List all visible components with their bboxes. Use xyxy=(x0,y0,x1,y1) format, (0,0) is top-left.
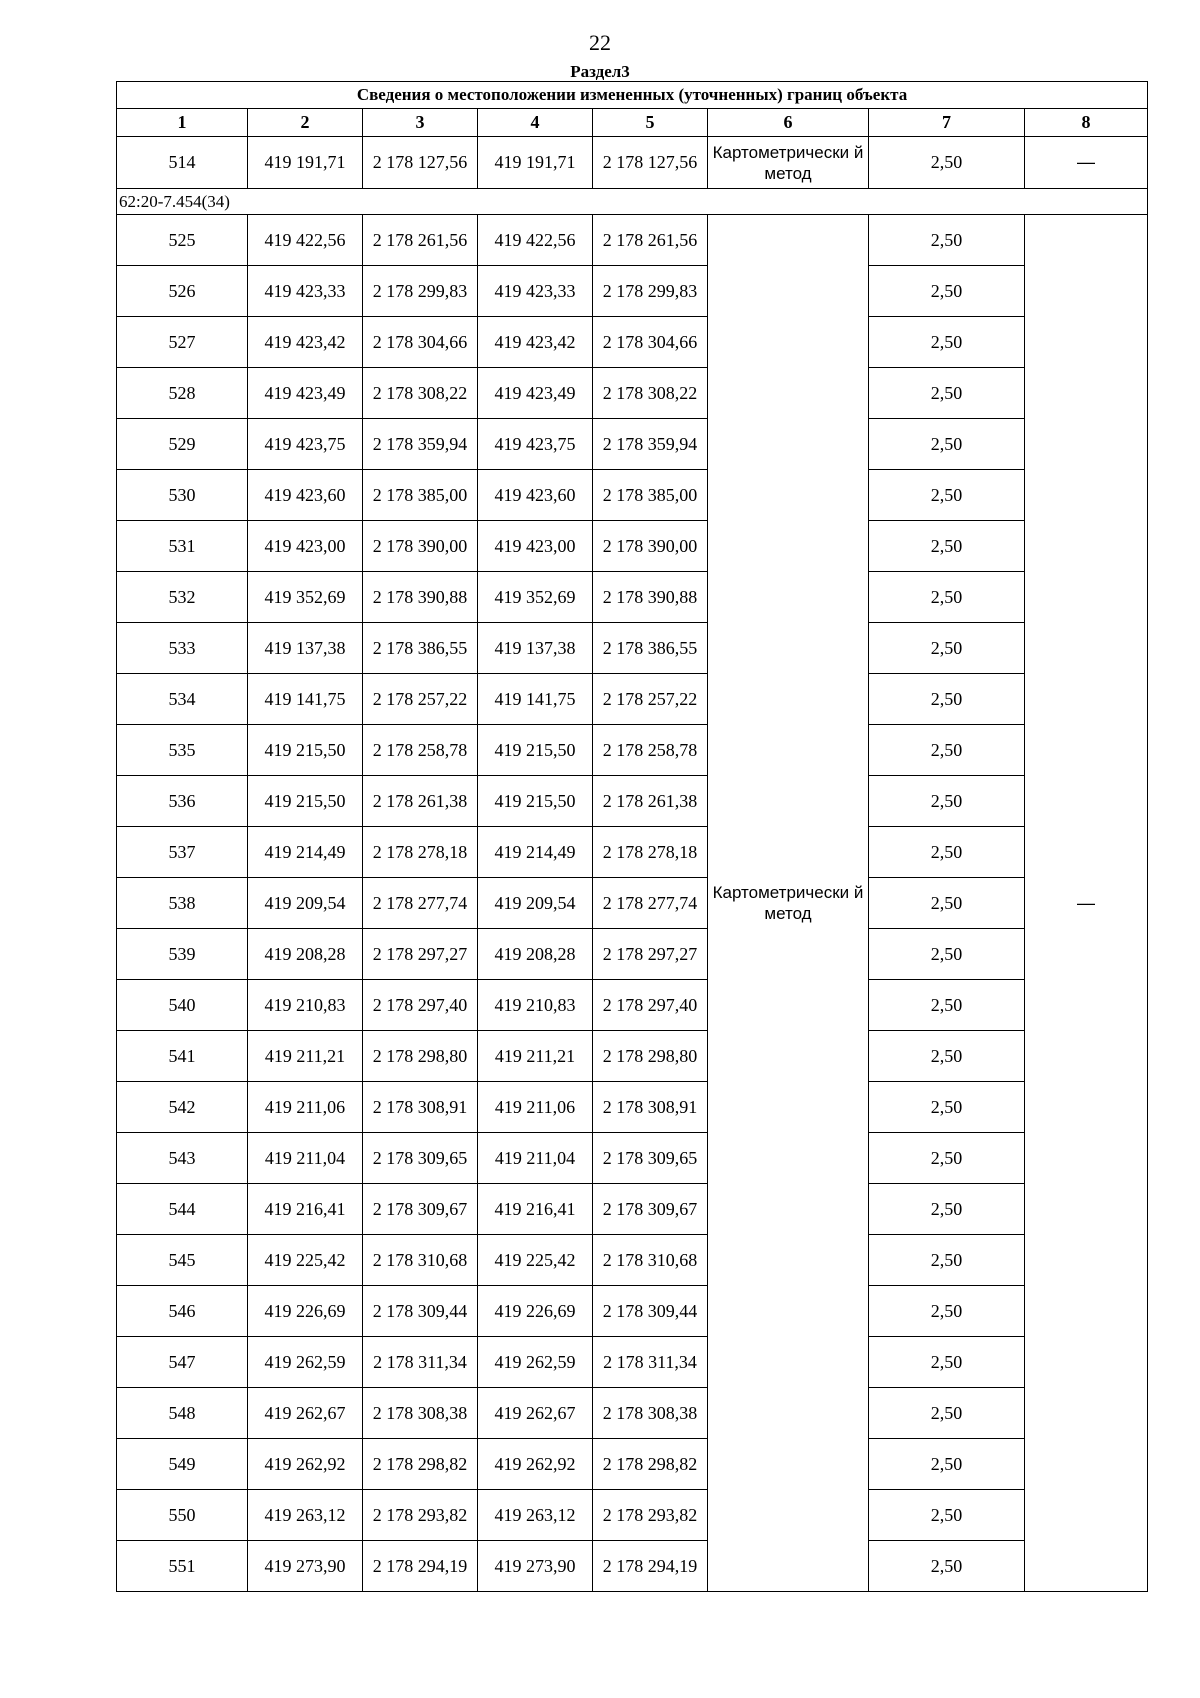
x-old-cell: 419 262,59 xyxy=(248,1337,363,1388)
accuracy-cell: 2,50 xyxy=(869,266,1025,317)
x-old-cell: 419 423,49 xyxy=(248,368,363,419)
y-old-cell: 2 178 308,22 xyxy=(363,368,478,419)
table-row xyxy=(117,1337,1148,1388)
y-new-cell: 2 178 309,44 xyxy=(593,1286,708,1337)
x-old-cell: 419 141,75 xyxy=(248,674,363,725)
table-row xyxy=(117,776,1148,827)
y-old-cell: 2 178 311,34 xyxy=(363,1337,478,1388)
table-row xyxy=(117,470,1148,521)
group-label: 62:20-7.454(34) xyxy=(117,189,1148,215)
y-old-cell: 2 178 297,40 xyxy=(363,980,478,1031)
y-new-cell: 2 178 261,38 xyxy=(593,776,708,827)
point-number-cell: 550 xyxy=(117,1490,248,1541)
x-old-cell: 419 216,41 xyxy=(248,1184,363,1235)
y-old-cell: 2 178 304,66 xyxy=(363,317,478,368)
y-new-cell: 2 178 390,00 xyxy=(593,521,708,572)
y-new-cell: 2 178 297,40 xyxy=(593,980,708,1031)
y-old-cell: 2 178 261,56 xyxy=(363,215,478,266)
point-number-cell: 526 xyxy=(117,266,248,317)
y-new-cell: 2 178 311,34 xyxy=(593,1337,708,1388)
accuracy-cell: 2,50 xyxy=(869,572,1025,623)
point-number-cell: 544 xyxy=(117,1184,248,1235)
column-number: 8 xyxy=(1025,109,1148,137)
method-cell: Картометрически й метод xyxy=(708,137,869,189)
y-old-cell: 2 178 308,91 xyxy=(363,1082,478,1133)
y-old-cell: 2 178 294,19 xyxy=(363,1541,478,1592)
x-new-cell: 419 422,56 xyxy=(478,215,593,266)
accuracy-cell: 2,50 xyxy=(869,521,1025,572)
point-number-cell: 546 xyxy=(117,1286,248,1337)
point-number-cell: 540 xyxy=(117,980,248,1031)
point-number-cell: 548 xyxy=(117,1388,248,1439)
y-old-cell: 2 178 386,55 xyxy=(363,623,478,674)
point-number-cell: 539 xyxy=(117,929,248,980)
accuracy-cell: 2,50 xyxy=(869,674,1025,725)
table-row xyxy=(117,623,1148,674)
x-new-cell: 419 215,50 xyxy=(478,776,593,827)
x-old-cell: 419 211,21 xyxy=(248,1031,363,1082)
x-old-cell: 419 208,28 xyxy=(248,929,363,980)
point-number-cell: 525 xyxy=(117,215,248,266)
point-number-cell: 547 xyxy=(117,1337,248,1388)
x-new-cell: 419 210,83 xyxy=(478,980,593,1031)
accuracy-cell: 2,50 xyxy=(869,1541,1025,1592)
x-new-cell: 419 215,50 xyxy=(478,725,593,776)
table-row xyxy=(117,266,1148,317)
y-old-cell: 2 178 385,00 xyxy=(363,470,478,521)
accuracy-cell: 2,50 xyxy=(869,215,1025,266)
table-row xyxy=(117,1082,1148,1133)
accuracy-cell: 2,50 xyxy=(869,1388,1025,1439)
column-number: 4 xyxy=(478,109,593,137)
x-old-cell: 419 226,69 xyxy=(248,1286,363,1337)
point-number-cell: 537 xyxy=(117,827,248,878)
point-number-cell: 535 xyxy=(117,725,248,776)
y-old-cell: 2 178 390,00 xyxy=(363,521,478,572)
accuracy-cell: 2,50 xyxy=(869,1337,1025,1388)
table-row xyxy=(117,827,1148,878)
y-old-cell: 2 178 359,94 xyxy=(363,419,478,470)
accuracy-cell: 2,50 xyxy=(869,929,1025,980)
table-row xyxy=(117,1541,1148,1592)
x-old-cell: 419 423,00 xyxy=(248,521,363,572)
accuracy-cell: 2,50 xyxy=(869,368,1025,419)
table-row xyxy=(117,980,1148,1031)
table-row xyxy=(117,1235,1148,1286)
accuracy-cell: 2,50 xyxy=(869,317,1025,368)
note-cell: — xyxy=(1025,215,1148,1592)
y-old-cell: 2 178 308,38 xyxy=(363,1388,478,1439)
y-old-cell: 2 178 277,74 xyxy=(363,878,478,929)
point-number-cell: 532 xyxy=(117,572,248,623)
x-new-cell: 419 141,75 xyxy=(478,674,593,725)
x-new-cell: 419 263,12 xyxy=(478,1490,593,1541)
table-row xyxy=(117,674,1148,725)
y-new-cell: 2 178 293,82 xyxy=(593,1490,708,1541)
table-row xyxy=(117,725,1148,776)
note-cell: — xyxy=(1025,137,1148,189)
x-old-cell: 419 423,42 xyxy=(248,317,363,368)
table-row xyxy=(117,368,1148,419)
table-row xyxy=(117,1031,1148,1082)
y-old-cell: 2 178 258,78 xyxy=(363,725,478,776)
point-number-cell: 533 xyxy=(117,623,248,674)
x-old-cell: 419 211,06 xyxy=(248,1082,363,1133)
y-old-cell: 2 178 299,83 xyxy=(363,266,478,317)
accuracy-cell: 2,50 xyxy=(869,1133,1025,1184)
column-number: 1 xyxy=(117,109,248,137)
accuracy-cell: 2,50 xyxy=(869,1286,1025,1337)
x-old-cell: 419 262,67 xyxy=(248,1388,363,1439)
point-number-cell: 534 xyxy=(117,674,248,725)
accuracy-cell: 2,50 xyxy=(869,1184,1025,1235)
table-row xyxy=(117,1133,1148,1184)
table-row xyxy=(117,215,1148,266)
y-old-cell: 2 178 298,82 xyxy=(363,1439,478,1490)
y-old-cell: 2 178 293,82 xyxy=(363,1490,478,1541)
x-new-cell: 419 423,33 xyxy=(478,266,593,317)
x-old-cell: 419 211,04 xyxy=(248,1133,363,1184)
accuracy-cell: 2,50 xyxy=(869,878,1025,929)
x-new-cell: 419 273,90 xyxy=(478,1541,593,1592)
table-row xyxy=(117,137,1148,189)
x-old-cell: 419 423,33 xyxy=(248,266,363,317)
y-new-cell: 2 178 257,22 xyxy=(593,674,708,725)
y-new-cell: 2 178 299,83 xyxy=(593,266,708,317)
x-old-cell: 419 215,50 xyxy=(248,776,363,827)
point-number-cell: 514 xyxy=(117,137,248,189)
accuracy-cell: 2,50 xyxy=(869,725,1025,776)
point-number-cell: 541 xyxy=(117,1031,248,1082)
point-number-cell: 529 xyxy=(117,419,248,470)
page-number: 22 xyxy=(589,30,611,55)
x-old-cell: 419 422,56 xyxy=(248,215,363,266)
table-row xyxy=(117,1286,1148,1337)
table-title: Сведения о местоположении измененных (уточненных) границ объекта xyxy=(117,82,1148,109)
x-new-cell: 419 216,41 xyxy=(478,1184,593,1235)
point-number-cell: 531 xyxy=(117,521,248,572)
x-old-cell: 419 263,12 xyxy=(248,1490,363,1541)
y-old-cell: 2 178 127,56 xyxy=(363,137,478,189)
y-new-cell: 2 178 385,00 xyxy=(593,470,708,521)
y-new-cell: 2 178 386,55 xyxy=(593,623,708,674)
y-old-cell: 2 178 297,27 xyxy=(363,929,478,980)
x-new-cell: 419 214,49 xyxy=(478,827,593,878)
table-row xyxy=(117,572,1148,623)
y-new-cell: 2 178 309,65 xyxy=(593,1133,708,1184)
table-title-row xyxy=(117,82,1148,109)
accuracy-cell: 2,50 xyxy=(869,1031,1025,1082)
y-old-cell: 2 178 309,65 xyxy=(363,1133,478,1184)
column-number-row xyxy=(117,109,1148,137)
x-old-cell: 419 191,71 xyxy=(248,137,363,189)
x-old-cell: 419 137,38 xyxy=(248,623,363,674)
boundary-coordinates-table xyxy=(116,81,1148,1592)
x-new-cell: 419 352,69 xyxy=(478,572,593,623)
point-number-cell: 527 xyxy=(117,317,248,368)
y-new-cell: 2 178 277,74 xyxy=(593,878,708,929)
y-new-cell: 2 178 127,56 xyxy=(593,137,708,189)
y-new-cell: 2 178 309,67 xyxy=(593,1184,708,1235)
point-number-cell: 545 xyxy=(117,1235,248,1286)
x-old-cell: 419 423,60 xyxy=(248,470,363,521)
x-old-cell: 419 352,69 xyxy=(248,572,363,623)
y-new-cell: 2 178 297,27 xyxy=(593,929,708,980)
x-new-cell: 419 137,38 xyxy=(478,623,593,674)
point-number-cell: 528 xyxy=(117,368,248,419)
y-new-cell: 2 178 261,56 xyxy=(593,215,708,266)
table-row xyxy=(117,1388,1148,1439)
x-old-cell: 419 210,83 xyxy=(248,980,363,1031)
y-old-cell: 2 178 309,44 xyxy=(363,1286,478,1337)
table-row xyxy=(117,1439,1148,1490)
accuracy-cell: 2,50 xyxy=(869,827,1025,878)
x-new-cell: 419 262,59 xyxy=(478,1337,593,1388)
accuracy-cell: 2,50 xyxy=(869,776,1025,827)
x-new-cell: 419 211,21 xyxy=(478,1031,593,1082)
accuracy-cell: 2,50 xyxy=(869,1235,1025,1286)
point-number-cell: 542 xyxy=(117,1082,248,1133)
accuracy-cell: 2,50 xyxy=(869,1439,1025,1490)
section-label: Раздел3 xyxy=(570,62,630,81)
point-number-cell: 551 xyxy=(117,1541,248,1592)
x-new-cell: 419 262,92 xyxy=(478,1439,593,1490)
y-new-cell: 2 178 298,82 xyxy=(593,1439,708,1490)
accuracy-cell: 2,50 xyxy=(869,419,1025,470)
x-old-cell: 419 214,49 xyxy=(248,827,363,878)
y-old-cell: 2 178 261,38 xyxy=(363,776,478,827)
x-new-cell: 419 423,60 xyxy=(478,470,593,521)
x-old-cell: 419 262,92 xyxy=(248,1439,363,1490)
point-number-cell: 536 xyxy=(117,776,248,827)
point-number-cell: 538 xyxy=(117,878,248,929)
x-new-cell: 419 208,28 xyxy=(478,929,593,980)
group-row xyxy=(117,189,1148,215)
y-new-cell: 2 178 298,80 xyxy=(593,1031,708,1082)
y-old-cell: 2 178 390,88 xyxy=(363,572,478,623)
method-cell: Картометрически й метод xyxy=(708,215,869,1592)
point-number-cell: 549 xyxy=(117,1439,248,1490)
x-old-cell: 419 423,75 xyxy=(248,419,363,470)
x-new-cell: 419 191,71 xyxy=(478,137,593,189)
x-old-cell: 419 273,90 xyxy=(248,1541,363,1592)
table-row xyxy=(117,419,1148,470)
x-new-cell: 419 211,06 xyxy=(478,1082,593,1133)
y-new-cell: 2 178 310,68 xyxy=(593,1235,708,1286)
x-new-cell: 419 225,42 xyxy=(478,1235,593,1286)
column-number: 7 xyxy=(869,109,1025,137)
y-new-cell: 2 178 308,38 xyxy=(593,1388,708,1439)
y-old-cell: 2 178 298,80 xyxy=(363,1031,478,1082)
x-new-cell: 419 423,49 xyxy=(478,368,593,419)
table-row xyxy=(117,1184,1148,1235)
accuracy-cell: 2,50 xyxy=(869,470,1025,521)
table-row xyxy=(117,878,1148,929)
x-old-cell: 419 215,50 xyxy=(248,725,363,776)
table-row xyxy=(117,1490,1148,1541)
y-new-cell: 2 178 308,22 xyxy=(593,368,708,419)
x-new-cell: 419 211,04 xyxy=(478,1133,593,1184)
accuracy-cell: 2,50 xyxy=(869,1490,1025,1541)
y-new-cell: 2 178 258,78 xyxy=(593,725,708,776)
y-new-cell: 2 178 304,66 xyxy=(593,317,708,368)
y-new-cell: 2 178 294,19 xyxy=(593,1541,708,1592)
table-row xyxy=(117,929,1148,980)
x-new-cell: 419 423,75 xyxy=(478,419,593,470)
y-new-cell: 2 178 359,94 xyxy=(593,419,708,470)
x-new-cell: 419 262,67 xyxy=(478,1388,593,1439)
x-old-cell: 419 225,42 xyxy=(248,1235,363,1286)
accuracy-cell: 2,50 xyxy=(869,1082,1025,1133)
y-old-cell: 2 178 278,18 xyxy=(363,827,478,878)
column-number: 6 xyxy=(708,109,869,137)
x-new-cell: 419 423,42 xyxy=(478,317,593,368)
y-old-cell: 2 178 310,68 xyxy=(363,1235,478,1286)
column-number: 3 xyxy=(363,109,478,137)
x-new-cell: 419 423,00 xyxy=(478,521,593,572)
accuracy-cell: 2,50 xyxy=(869,980,1025,1031)
y-new-cell: 2 178 308,91 xyxy=(593,1082,708,1133)
y-old-cell: 2 178 309,67 xyxy=(363,1184,478,1235)
table-row xyxy=(117,317,1148,368)
point-number-cell: 530 xyxy=(117,470,248,521)
table-row xyxy=(117,521,1148,572)
y-new-cell: 2 178 278,18 xyxy=(593,827,708,878)
point-number-cell: 543 xyxy=(117,1133,248,1184)
column-number: 2 xyxy=(248,109,363,137)
column-number: 5 xyxy=(593,109,708,137)
y-new-cell: 2 178 390,88 xyxy=(593,572,708,623)
x-new-cell: 419 226,69 xyxy=(478,1286,593,1337)
accuracy-cell: 2,50 xyxy=(869,623,1025,674)
y-old-cell: 2 178 257,22 xyxy=(363,674,478,725)
accuracy-cell: 2,50 xyxy=(869,137,1025,189)
x-new-cell: 419 209,54 xyxy=(478,878,593,929)
table-body xyxy=(117,82,1148,1592)
x-old-cell: 419 209,54 xyxy=(248,878,363,929)
